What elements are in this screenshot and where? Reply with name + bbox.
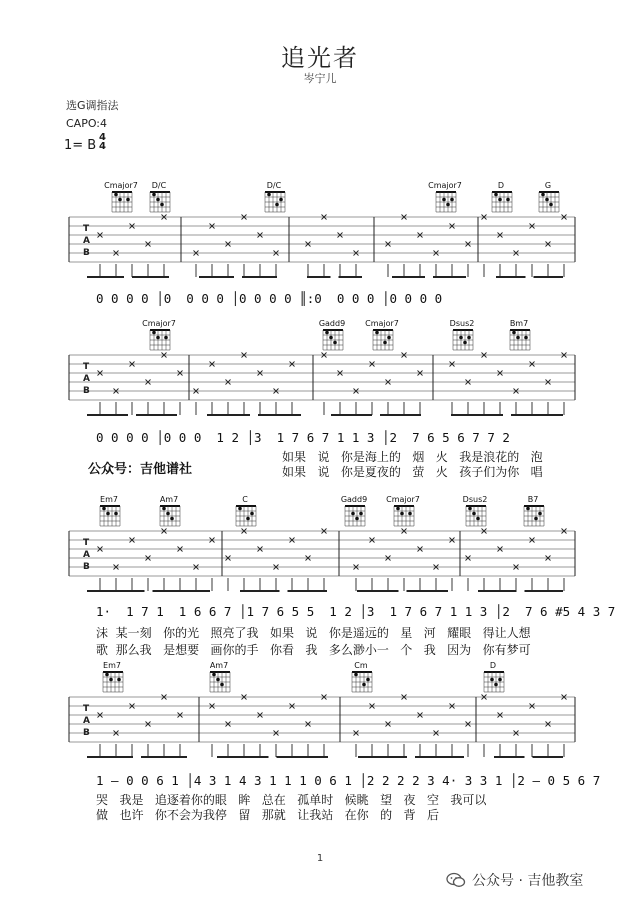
- lyrics-row-4a: 哭 我是 追逐着你的眼 眸 总在 孤单时 候眺 望 夜 空 我可以: [96, 793, 487, 807]
- song-title: 追光者: [281, 44, 359, 72]
- capo-note: CAPO:4: [66, 117, 108, 130]
- chord-diagram: [352, 661, 372, 692]
- svg-text:B7: B7: [527, 495, 539, 504]
- tab-system-4: [69, 661, 575, 757]
- chord-diagram: [265, 181, 285, 212]
- svg-text:Dsus2: Dsus2: [462, 495, 488, 504]
- numbers-row-4: 1 — 0 0 6 1 │4 3 1 4 3 1 1 1 0 6 1 │2 2 2 2 3 4· 3 3 1 │2 — 0 5 6 7: [96, 773, 601, 788]
- chord-diagram: [341, 495, 367, 526]
- chord-diagram: [463, 495, 488, 526]
- lyrics-row-3a: 沫 某一刻 你的光 照亮了我 如果 说 你是遥远的 星 河 耀眼 得让人想: [96, 626, 531, 640]
- time-signature: 4 4: [99, 132, 106, 152]
- svg-text:T: T: [83, 538, 90, 548]
- chord-diagram: [365, 319, 399, 350]
- svg-text:Cmajor7: Cmajor7: [142, 319, 176, 328]
- svg-text:Cmajor7: Cmajor7: [386, 495, 420, 504]
- key-signature: 1= B: [64, 138, 97, 153]
- svg-text:D: D: [489, 661, 497, 670]
- svg-text:T: T: [83, 704, 90, 714]
- wechat-icon: [446, 872, 466, 888]
- arrangement-note: 选G调指法: [66, 99, 119, 112]
- svg-text:B: B: [83, 562, 90, 572]
- svg-text:Am7: Am7: [209, 661, 229, 670]
- svg-text:T: T: [83, 362, 90, 372]
- lyrics-row-3b: 歌 那么我 是想要 画你的手 你看 我 多么渺小一 个 我 因为 你有梦可: [96, 643, 531, 657]
- lyrics-row-4b: 做 也许 你不会为我停 留 那就 让我站 在你 的 背 后: [96, 808, 439, 822]
- watermark-text: 公众号：吉他谱社: [88, 462, 193, 477]
- svg-text:Cm: Cm: [354, 661, 368, 670]
- chord-diagram: [319, 319, 345, 350]
- tab-system-2: [69, 319, 575, 415]
- chord-diagram: [104, 181, 138, 212]
- chord-diagram: [100, 495, 120, 526]
- tab-system-3: [69, 495, 575, 591]
- chord-diagram: [150, 181, 170, 212]
- svg-text:Gadd9: Gadd9: [318, 319, 346, 328]
- chord-diagram: [524, 495, 544, 526]
- chord-diagram: [386, 495, 420, 526]
- svg-text:Cmajor7: Cmajor7: [104, 181, 138, 190]
- svg-text:Am7: Am7: [159, 495, 179, 504]
- numbers-row-2: 0 0 0 0 │0 0 0 1 2 │3 1 7 6 7 1 1 3 │2 7 6 5 6 7 7 2: [96, 430, 510, 445]
- svg-text:D/C: D/C: [266, 181, 282, 190]
- chord-diagram: [428, 181, 462, 212]
- svg-text:B: B: [83, 248, 90, 258]
- svg-text:Cmajor7: Cmajor7: [428, 181, 462, 190]
- svg-text:C: C: [242, 495, 248, 504]
- svg-text:G: G: [544, 181, 552, 190]
- svg-text:Bm7: Bm7: [509, 319, 529, 328]
- footer-brand: 公众号 · 吉他教室: [446, 870, 583, 890]
- svg-text:T: T: [83, 224, 90, 234]
- lyrics-row-2b: 如果 说 你是夏夜的 萤 火 孩子们为你 唱: [282, 465, 543, 479]
- svg-text:D: D: [497, 181, 505, 190]
- chord-diagram: [142, 319, 176, 350]
- tab-system-1: [69, 181, 575, 277]
- chord-diagram: [210, 661, 230, 692]
- svg-text:A: A: [83, 236, 90, 246]
- svg-text:Dsus2: Dsus2: [449, 319, 475, 328]
- page-number: 1: [316, 853, 324, 864]
- svg-text:Cmajor7: Cmajor7: [365, 319, 399, 328]
- artist-name: 岑宁儿: [303, 72, 337, 85]
- svg-text:B: B: [83, 386, 90, 396]
- svg-text:Gadd9: Gadd9: [340, 495, 368, 504]
- chord-diagram: [450, 319, 475, 350]
- chord-diagram: [510, 319, 530, 350]
- chord-diagram: [539, 181, 559, 212]
- svg-text:Em7: Em7: [100, 495, 118, 504]
- svg-text:B: B: [83, 728, 90, 738]
- numbers-row-1: 0 0 0 0 │0 0 0 0 │0 0 0 0 ║:0 0 0 0 │0 0 0 0: [96, 291, 443, 306]
- svg-text:A: A: [83, 374, 90, 384]
- lyrics-row-2a: 如果 说 你是海上的 烟 火 我是浪花的 泡: [282, 450, 543, 464]
- svg-text:A: A: [83, 550, 90, 560]
- chord-diagram: [492, 181, 512, 212]
- svg-text:A: A: [83, 716, 90, 726]
- numbers-row-3: 1· 1 7 1 1 6 6 7 │1 7 6 5 5 1 2 │3 1 7 6 7 1 1 3 │2 7 6 #5 4 3 7: [96, 604, 616, 619]
- svg-text:Em7: Em7: [103, 661, 121, 670]
- svg-text:D/C: D/C: [151, 181, 167, 190]
- chord-diagram: [160, 495, 180, 526]
- chord-diagram: [484, 661, 504, 692]
- chord-diagram: [103, 661, 123, 692]
- chord-diagram: [236, 495, 256, 526]
